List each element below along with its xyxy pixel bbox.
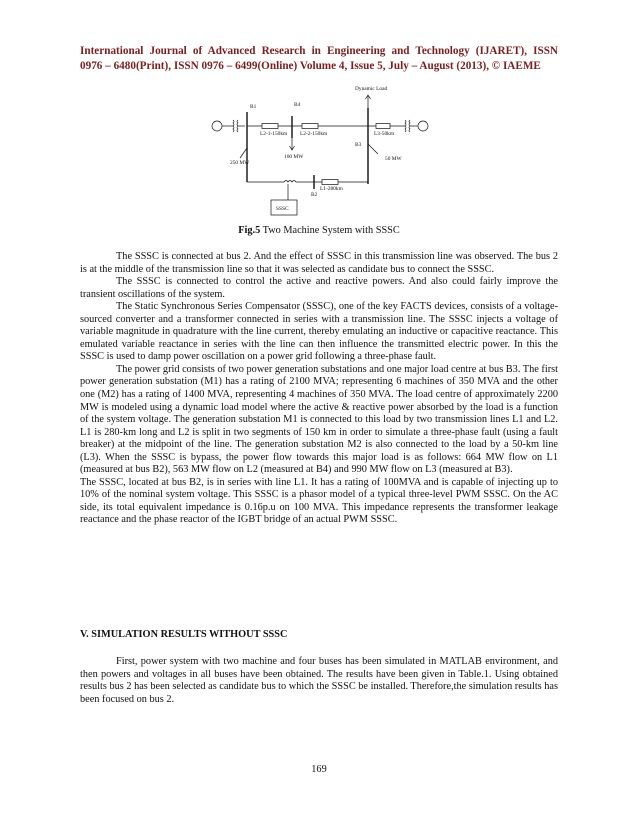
caption-text: Two Machine System with SSSC [260, 225, 400, 236]
paragraph-1: The SSSC is connected at bus 2. And the effect of SSSC in this transmission line was observed. The bus 2 is at the middle of the transmission line so that it was selected as candidate bus to connect the SSSC. [80, 251, 558, 275]
paragraph-4: The power grid consists of two power generation substations and one major load centre at bus B3. The first power generation substation (M1) has a rating of 2100 MVA; representing 6 machines of 350 MVA and the other one (M2) has a rating of 1400 MVA, representing 4 machines of 350 MVA. The load centre of approximately 2200 MW is modeled using a dynamic load model where the active & reactive power absorbed by the load is a function of the system voltage. The generation substation M1 is connected to this load by two transmission lines L1 and L2. L1 is 280-km long and L2 is split in two segments of 150 km in order to simulate a three-phase fault (using a fault breaker) at the midpoint of the line. The generation substation M2 is also connected to the load by a 50-km line (L3). When the SSSC is bypass, the power flow towards this major load is as follows: 664 MW flow on L1 (measured at bus B2), 563 MW flow on L2 (measured at B4) and 990 MW flow on L3 (measured at B3). [80, 363, 558, 476]
label-dynamic-load: Dynamic Load [355, 86, 388, 92]
label-l3: L3-50km [374, 131, 395, 137]
section-heading: V. SIMULATION RESULTS WITHOUT SSSC [80, 629, 288, 640]
label-b4: B4 [294, 102, 301, 108]
caption-label: Fig.5 [238, 225, 261, 236]
journal-header [80, 44, 558, 74]
paragraph-5: The SSSC, located at bus B2, is in series with line L1. It has a rating of 100MVA and is capable of injecting up to 10% of the nominal system voltage. This SSSC is a phasor model of a typical three-level PWM SSSC. On the AC side, its total equivalent impedance is 0.16p.u on 100 MVA. This impedance represents the transformer leakage reactance and the phase reactor of the IGBT bridge of an actual PWM SSSC. [80, 476, 558, 526]
paragraph-2: The SSSC is connected to control the active and reactive powers. And also could fairly improve the transient oscillations of the system. [80, 276, 558, 300]
paragraph-3: The Static Synchronous Series Compensator (SSSC), one of the key FACTS devices, consists of a voltage-sourced converter and a transformer connected in series with a transmission line. The SSSC injects a voltage of variable magnitude in quadrature with the line current, thereby emulating an inductive or capacitive reactance. This emulated variable reactance in series with the line can then influence the transmitted electric power. In this the SSSC is used to damp power oscillation on a power grid following a three-phase fault. [80, 301, 558, 363]
label-b2: B2 [311, 192, 318, 198]
label-l2-1: L2-1-150km [260, 131, 288, 137]
figure-caption [0, 225, 638, 236]
section-body [80, 656, 558, 706]
generator-m1 [212, 121, 222, 131]
header-line-1: International Journal of Advanced Research in Engineering and Technology (IJARET), ISSN [80, 45, 558, 57]
page-number: 169 [311, 764, 327, 775]
label-b1: B1 [250, 104, 257, 110]
label-250mw: 250 MW [230, 160, 250, 166]
header-line-2: 0976 – 6480(Print), ISSN 0976 – 6499(Online) Volume 4, Issue 5, July – August (2013), © IAEME [80, 60, 541, 72]
two-machine-diagram [200, 82, 450, 222]
body-text [80, 251, 558, 527]
generator-m2 [418, 121, 428, 131]
label-100mw: 100 MW [284, 154, 304, 160]
section-paragraph-1: First, power system with two machine and four buses has been simulated in MATLAB environment, and then powers and voltages in all buses have been obtained. The results have been given in Table.1. Using obtained results bus 2 has been selected as candidate bus to which the SSSC be installed. Therefore,the simulation results has been focused on bus 2. [80, 656, 558, 705]
label-l1: L1-280km [320, 186, 343, 192]
diagram-svg [200, 82, 450, 222]
label-50mw: 50 MW [385, 156, 402, 162]
label-b3: B3 [355, 142, 362, 148]
label-sssc: SSSC [276, 206, 289, 212]
label-l2-2: L2-2-150km [300, 131, 328, 137]
